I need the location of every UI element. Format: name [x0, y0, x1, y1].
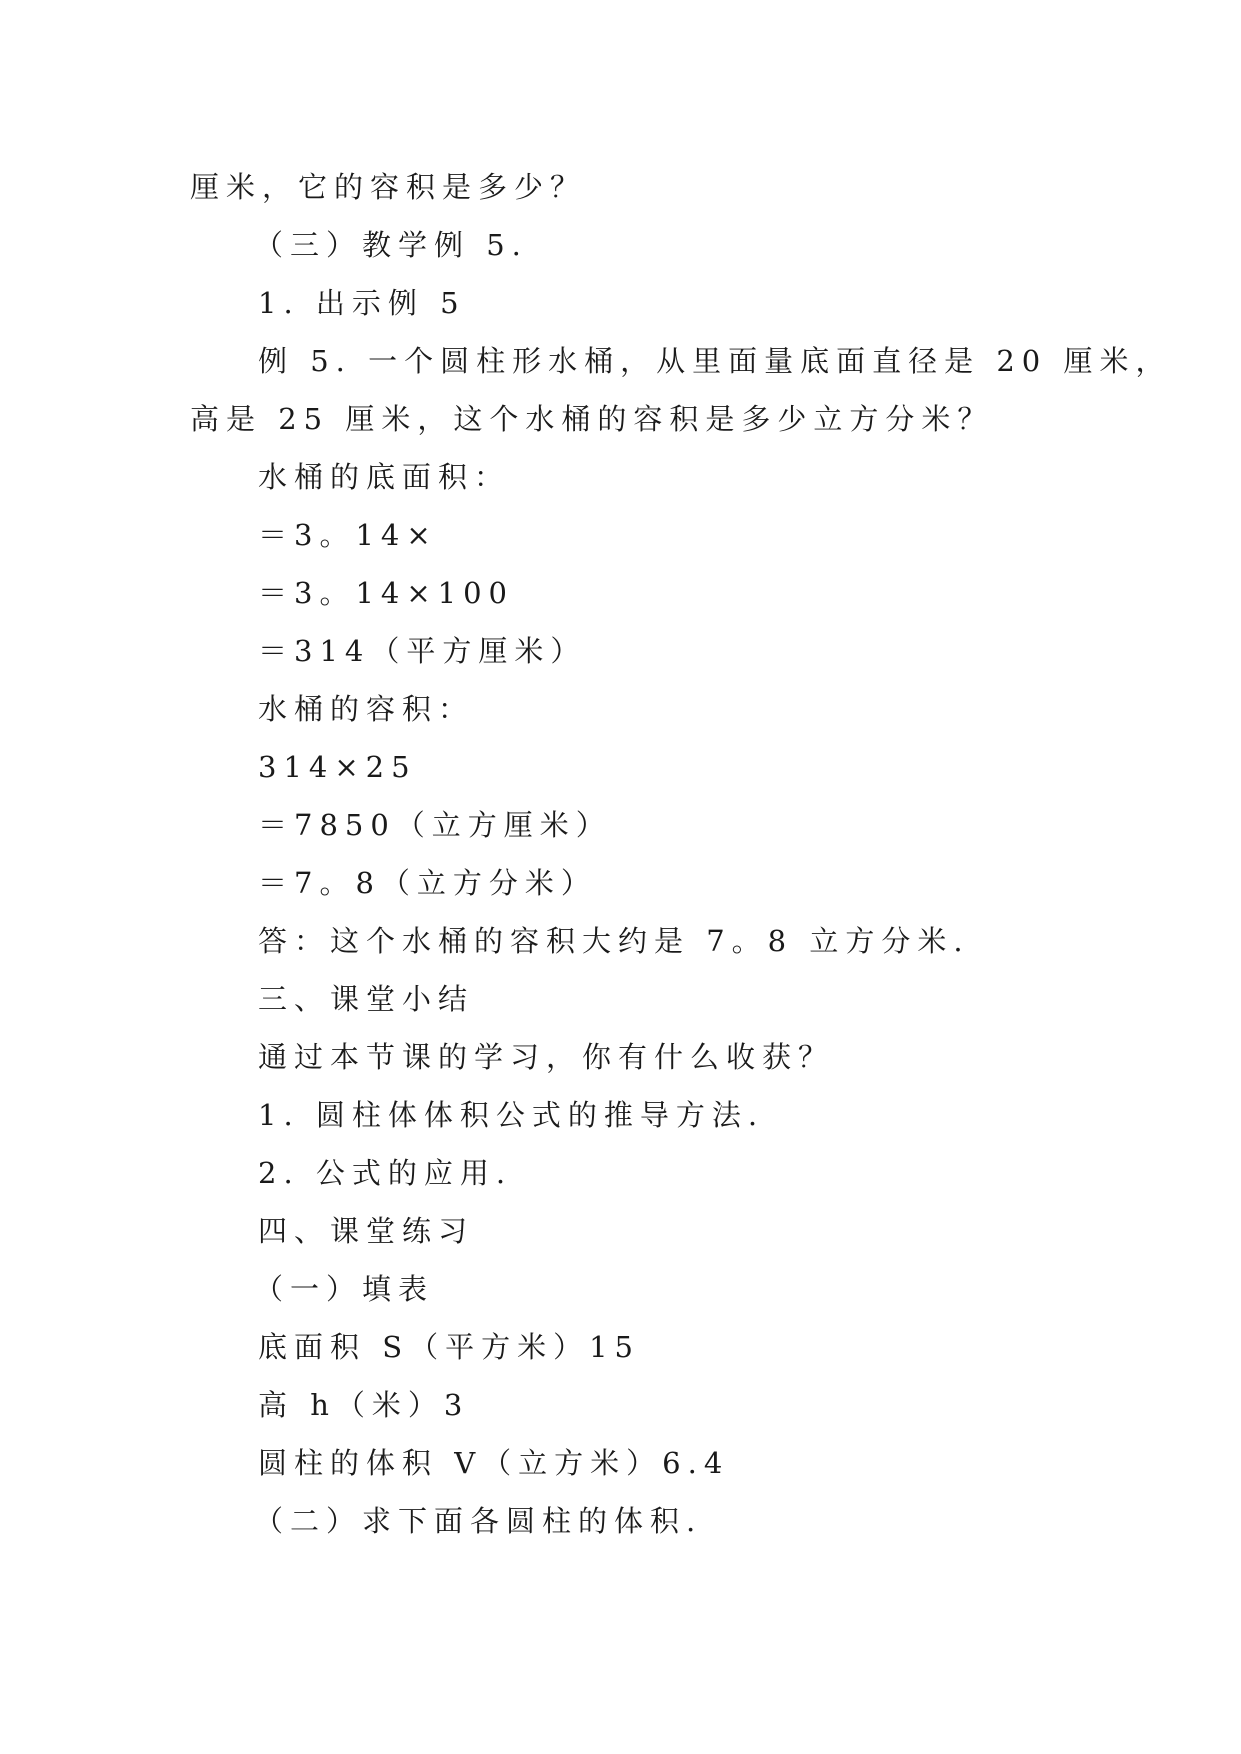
section-heading: （三）教学例 5.: [254, 228, 528, 262]
text-line: 2. 公式的应用.: [258, 1156, 513, 1190]
table-row-text: 圆柱的体积 V（立方米）6.4: [258, 1446, 730, 1480]
table-row-text: 底面积 S（平方米）15: [258, 1330, 640, 1364]
calc-line: ＝7。8（立方分米）: [258, 866, 597, 900]
calc-line: ＝3。14×100: [258, 576, 515, 610]
example-problem-continued: 高是 25 厘米，这个水桶的容积是多少立方分米？: [190, 402, 994, 436]
calc-line: ＝3。14×: [258, 518, 438, 552]
answer-line: 答：这个水桶的容积大约是 7。8 立方分米.: [258, 924, 970, 958]
calc-line: 314×25: [258, 750, 417, 784]
subsection-heading: （二）求下面各圆柱的体积.: [254, 1504, 703, 1538]
calc-line: ＝7850（立方厘米）: [258, 808, 612, 842]
subsection-heading: （一）填表: [254, 1272, 435, 1306]
text-line: 1. 圆柱体体积公式的推导方法.: [258, 1098, 765, 1132]
example-problem: 例 5. 一个圆柱形水桶，从里面量底面直径是 20 厘米，: [258, 344, 1172, 378]
calc-line: ＝314（平方厘米）: [258, 634, 587, 668]
table-row-text: 高 h（米）3: [258, 1388, 470, 1422]
section-heading: 三、课堂小结: [258, 982, 475, 1016]
text-line: 水桶的底面积：: [258, 460, 511, 494]
text-line: 1. 出示例 5: [258, 286, 466, 320]
text-line: 水桶的容积：: [258, 692, 475, 726]
text-line: 通过本节课的学习，你有什么收获？: [258, 1040, 835, 1074]
section-heading: 四、课堂练习: [258, 1214, 475, 1248]
text-line: 厘米，它的容积是多少？: [190, 170, 587, 204]
